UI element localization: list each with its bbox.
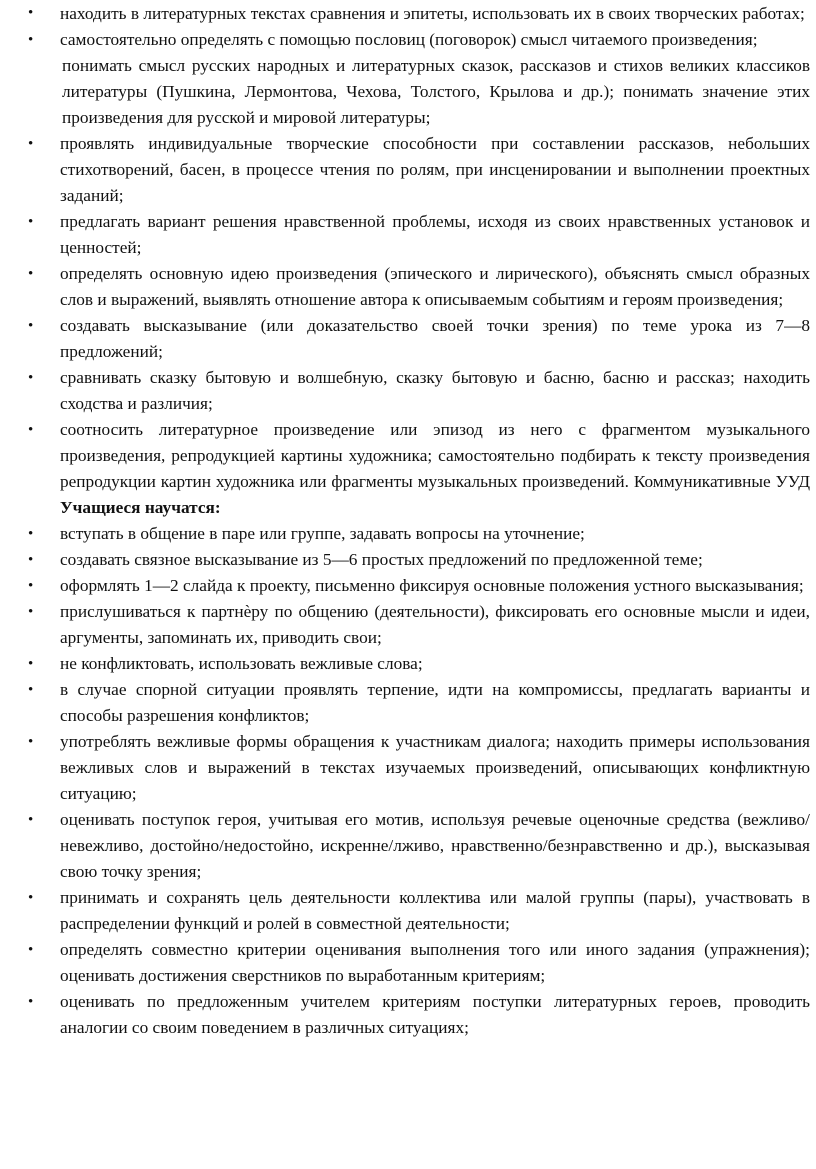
list-item: • оценивать поступок героя, учитывая его мотив, используя речевые оценочные средства (вежливо/невежливо, достойно/недостойно, искренне/лживо, нравственно/безнравственно и др.), высказывая свою точку зрения; [0, 807, 816, 885]
list-item: • в случае спорной ситуации проявлять терпение, идти на компромиссы, предлагать варианты и способы разрешения конфликтов; [0, 677, 816, 729]
list-item: • создавать связное высказывание из 5—6 простых предложений по предложенной теме; [0, 547, 816, 573]
list-item: • самостоятельно определять с помощью пословиц (поговорок) смысл читаемого произведения; [0, 27, 816, 53]
list-item: • создавать высказывание (или доказательство своей точки зрения) по теме урока из 7—8 предложений; [0, 313, 816, 365]
list-item: • предлагать вариант решения нравственной проблемы, исходя из своих нравственных установок и ценностей; [0, 209, 816, 261]
list-item: • оценивать по предложенным учителем критериям поступки литературных героев, проводить аналогии со своим поведением в различных ситуациях; [0, 989, 816, 1041]
list-item: • сравнивать сказку бытовую и волшебную, сказку бытовую и басню, басню и рассказ; находить сходства и различия; [0, 365, 816, 417]
list-item: • находить в литературных текстах сравнения и эпитеты, использовать их в своих творческих работах; [0, 0, 816, 27]
list-item: • оформлять 1—2 слайда к проекту, письменно фиксируя основные положения устного высказывания; [0, 573, 816, 599]
list-item: • соотносить литературное произведение или эпизод из него с фрагментом музыкального произведения, репродукцией картины художника; самостоятельно подбирать к тексту произведения репродукции картин художника или фрагменты музыкальных произведений. Коммуникативные УУД Учащиеся научатся: [0, 417, 816, 521]
list-item: • принимать и сохранять цель деятельности коллектива или малой группы (пары), участвовать в распределении функций и ролей в совместной деятельности; [0, 885, 816, 937]
list-item: понимать смысл русских народных и литературных сказок, рассказов и стихов великих классиков литературы (Пушкина, Лермонтова, Чехова, Толстого, Крылова и др.); понимать значение этих произведения для русской и мировой литературы; [62, 56, 810, 127]
bold-heading: Учащиеся научатся: [60, 498, 221, 517]
list-item: • прислушиваться к партнèру по общению (деятельности), фиксировать его основные мысли и идеи, аргументы, запоминать их, приводить свои; [0, 599, 816, 651]
list-item: • употреблять вежливые формы обращения к участникам диалога; находить примеры использования вежливых слов и выражений в текстах изучаемых произведений, описывающих конфликтную ситуацию; [0, 729, 816, 807]
list-item: • определять совместно критерии оценивания выполнения того или иного задания (упражнения); оценивать достижения сверстников по выработанным критериям; [0, 937, 816, 989]
list-item: • не конфликтовать, использовать вежливые слова; [0, 651, 816, 677]
list-item: • проявлять индивидуальные творческие способности при составлении рассказов, небольших стихотворений, басен, в процессе чтения по ролям, при инсценировании и выполнении проектных заданий; [0, 131, 816, 209]
list-item: • определять основную идею произведения (эпического и лирического), объяснять смысл образных слов и выражений, выявлять отношение автора к описываемым событиям и героям произведения; [0, 261, 816, 313]
list-item: • вступать в общение в паре или группе, задавать вопросы на уточнение; [0, 521, 816, 547]
